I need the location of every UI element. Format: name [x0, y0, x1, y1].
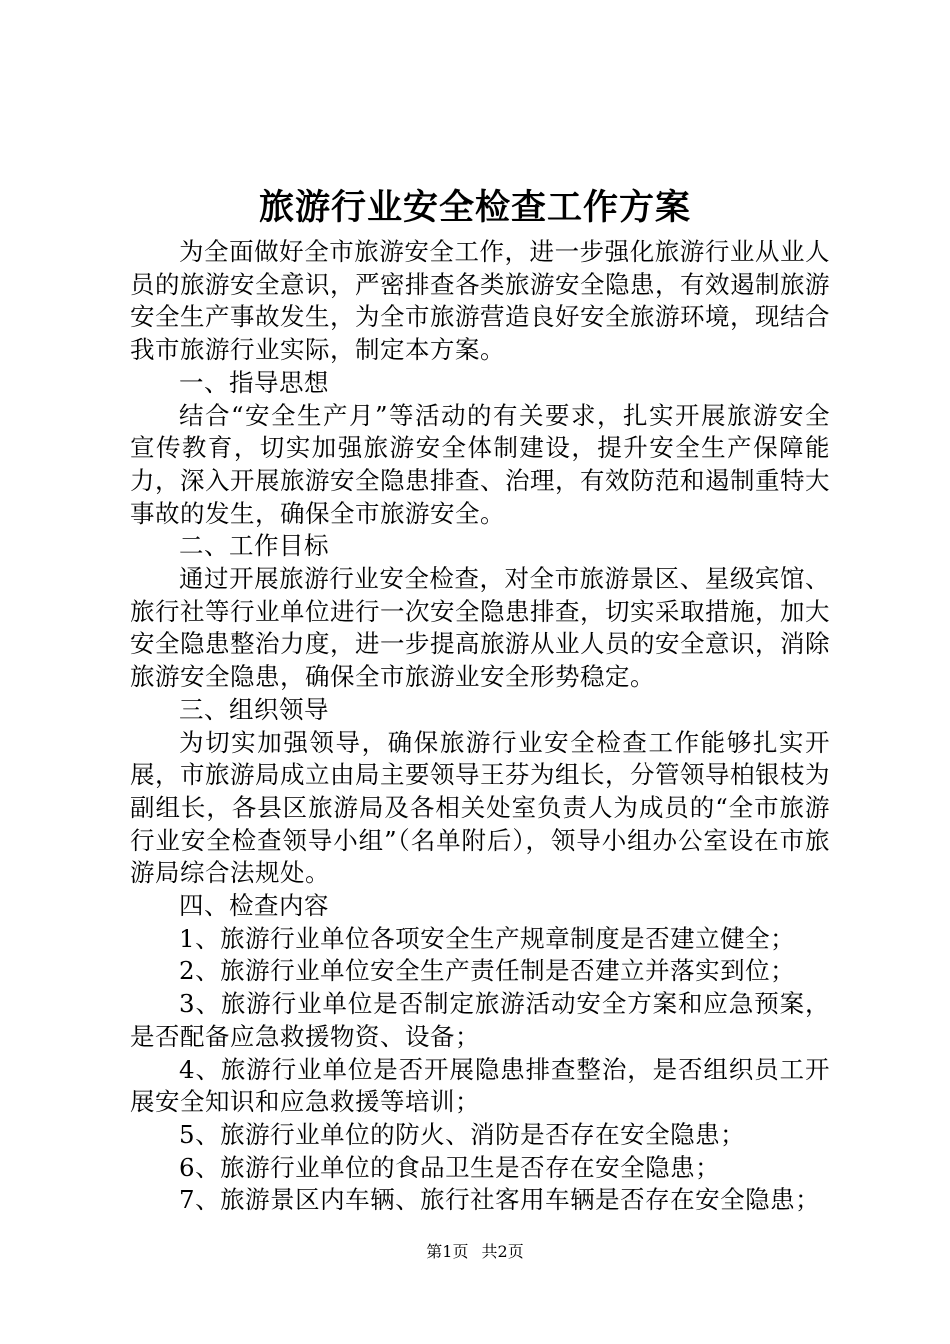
document-body: [130, 236, 830, 1217]
paragraph-work-goal: 通过开展旅游行业安全检查，对全市旅游景区、星级宾馆、旅行社等行业单位进行一次安全隐患排查，切实采取措施，加大安全隐患整治力度，进一步提高旅游从业人员的安全意识，消除旅游安全隐患，确保全市旅游业安全形势稳定。: [130, 564, 830, 692]
list-item: 1、旅游行业单位各项安全生产规章制度是否建立健全；: [179, 923, 796, 953]
section-heading-inspection-content: 四、检查内容: [179, 891, 329, 921]
paragraph-organization: 为切实加强领导，确保旅游行业安全检查工作能够扎实开展，市旅游局成立由局主要领导王芬为组长，分管领导柏银枝为副组长，各县区旅游局及各相关处室负责人为成员的“全市旅游行业安全检查领导小组”（名单附后），领导小组办公室设在市旅游局综合法规处。: [130, 727, 830, 888]
list-item: 5、旅游行业单位的防火、消防是否存在安全隐患；: [179, 1119, 746, 1149]
list-item: 6、旅游行业单位的食品卫生是否存在安全隐患；: [179, 1152, 721, 1182]
page-total: 共2页: [481, 1242, 524, 1261]
section-heading-guiding-thought: 一、指导思想: [179, 367, 329, 397]
list-item: 3、旅游行业单位是否制定旅游活动安全方案和应急预案，是否配备应急救援物资、设备；: [130, 989, 830, 1051]
page-number: 第1页: [426, 1242, 469, 1261]
document-title: 旅游行业安全检查工作方案: [258, 187, 691, 228]
section-heading-organization: 三、组织领导: [179, 694, 329, 724]
paragraph-guiding-thought: 结合“安全生产月”等活动的有关要求，扎实开展旅游安全宣传教育，切实加强旅游安全体制建设，提升安全生产保障能力，深入开展旅游安全隐患排查、治理，有效防范和遏制重特大事故的发生，确保全市旅游安全。: [130, 400, 830, 528]
list-item: 7、旅游景区内车辆、旅行社客用车辆是否存在安全隐患；: [179, 1185, 821, 1215]
paragraph-intro: 为全面做好全市旅游安全工作，进一步强化旅游行业从业人员的旅游安全意识，严密排查各类旅游安全隐患，有效遏制旅游安全生产事故发生，为全市旅游营造良好安全旅游环境，现结合我市旅游行业实际，制定本方案。: [130, 237, 830, 365]
list-item: 2、旅游行业单位安全生产责任制是否建立并落实到位；: [179, 956, 796, 986]
page-footer: [0, 1240, 950, 1264]
list-item: 4、旅游行业单位是否开展隐患排查整治，是否组织员工开展安全知识和应急救援等培训；: [130, 1054, 830, 1117]
section-heading-work-goal: 二、工作目标: [179, 531, 329, 561]
